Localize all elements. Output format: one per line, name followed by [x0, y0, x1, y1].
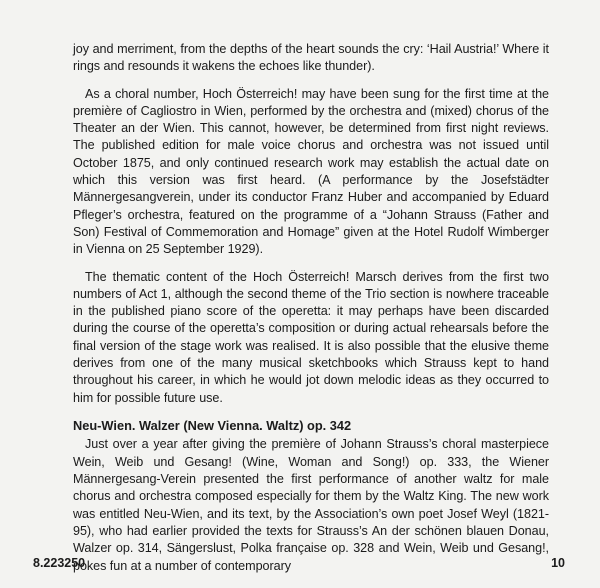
page-number: 10 [551, 556, 565, 570]
paragraph-neu-wien: Just over a year after giving the première of Johann Strauss’s choral masterpiece Wein, Weib und Gesang! (Wine, Woman and Song!) op. 333, the Wiener Männergesang-Verein presented the first performance of another waltz for male chorus and orchestra composed especially for them by the Waltz King. The new work was entitled Neu-Wien, and its text, by the Association’s own poet Josef Weyl (1821-95), who had earlier provided the texts for Strauss’s An der schönen blauen Donau, Walzer op. 314, Sängerslust, Polka française op. 328 and Wein, Weib und Gesang!, pokes fun at a number of contemporary [73, 437, 549, 573]
page-content [73, 41, 549, 585]
catalogue-number: 8.223250 [33, 556, 86, 570]
paragraph-choral-number: As a choral number, Hoch Österreich! may have been sung for the first time at the première of Cagliostro in Wien, performed by the orchestra and (mixed) chorus of the Theater an der Wien. This cannot, however, be determined from first night reviews. The published edition for male voice chorus and orchestra was not issued until October 1875, and only continued research work may establish the actual date on which this version was first heard. (A performance by the Josefstädter Männergesangverein, under its conductor Franz Huber and accompanied by Eduard Pfleger’s orchestra, featured on the programme of a “Johann Strauss (Father and Son) Festival of Commemoration and Homage” given at the Hotel Rudolf Wimberger in Vienna on 25 September 1929). [73, 86, 549, 257]
section-heading: Neu-Wien. Walzer (New Vienna. Waltz) op. 342 [73, 417, 352, 433]
paragraph-continued: joy and merriment, from the depths of the heart sounds the cry: ‘Hail Austria!’ Where it rings and resounds it wakens the echoes like thunder). [73, 42, 549, 74]
paragraph-thematic-content: The thematic content of the Hoch Österreich! Marsch derives from the first two numbers of Act 1, although the second theme of the Trio section is nowhere traceable in the published piano score of the operetta: it may perhaps have been discarded during the course of the operetta’s composition or during actual rehearsals before the final version of the stage work was realised. It is also possible that the elusive theme derives from one of the many musical sketchbooks which Strauss kept to hand throughout his career, in which he would jot down melodic ideas as they occurred to him for possible future use. [73, 269, 549, 405]
